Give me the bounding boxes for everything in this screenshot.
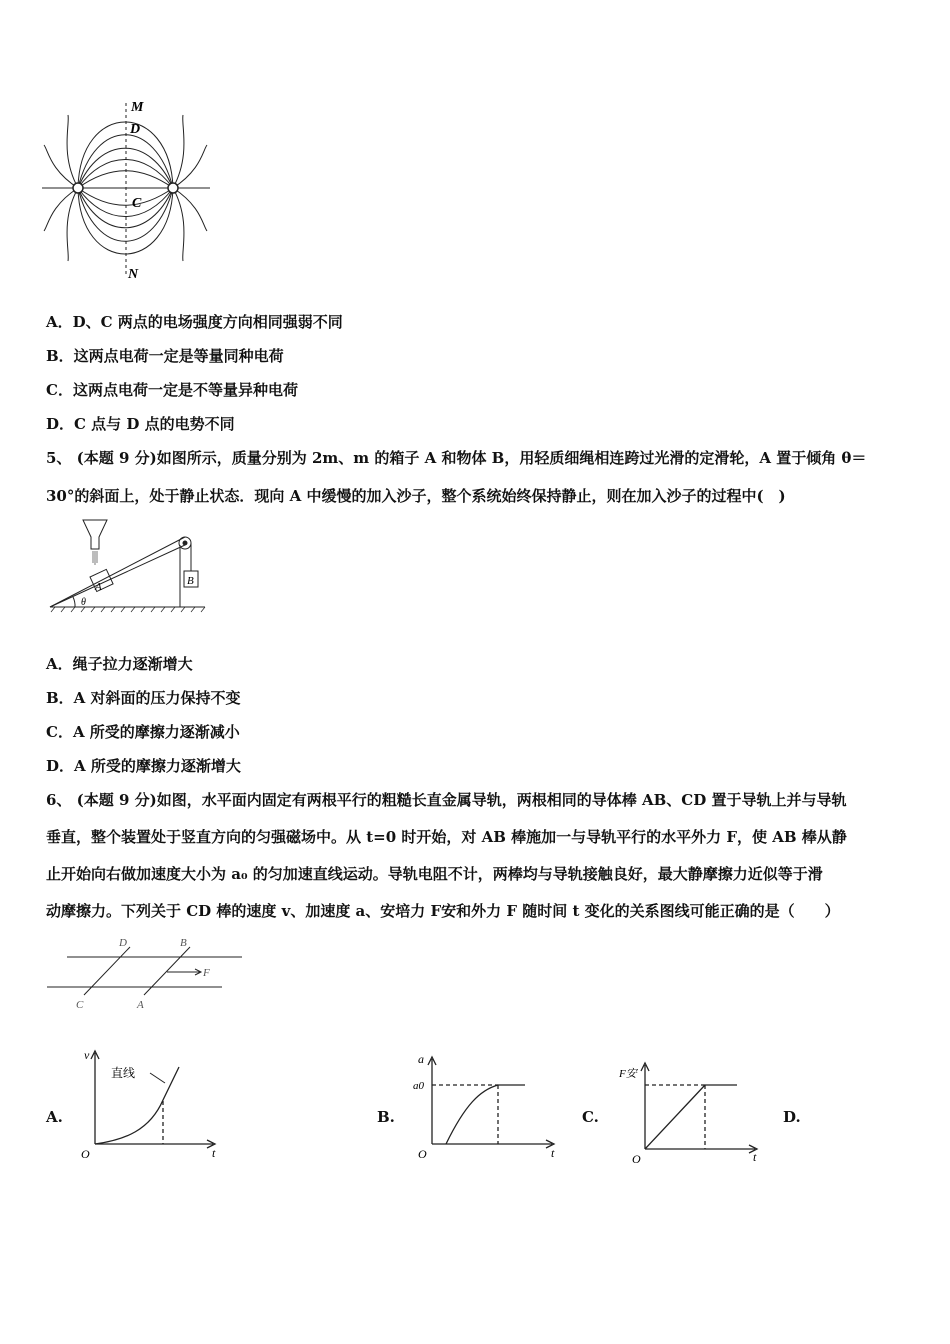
q5-option-d: D．A 所受的摩擦力逐渐增大: [46, 757, 241, 775]
label-C: C: [132, 196, 142, 211]
graph-a-note: 直线: [111, 1066, 136, 1080]
q6-stem-line2: 垂直，整个装置处于竖直方向的匀强磁场中。从 t=0 时开始，对 AB 棒施加一与导轨平行的水平外力 F，使 AB 棒从静: [46, 828, 847, 846]
graph-c: [615, 1045, 765, 1165]
label-D: D: [130, 122, 141, 137]
graph-a-xlabel: t: [212, 1146, 216, 1160]
label-M: M: [131, 100, 144, 115]
graph-a: [75, 1045, 225, 1165]
graph-b-tick: a0: [413, 1080, 424, 1092]
graph-b-origin: O: [418, 1147, 427, 1161]
rails-figure: [42, 932, 247, 1012]
graph-c-xlabel: t: [753, 1150, 757, 1164]
q6-stem-line4: 动摩擦力。下列关于 CD 棒的速度 v、加速度 a、安培力 F安和外力 F 随时间 t 变化的关系图线可能正确的是（ ）: [46, 902, 840, 920]
choice-b-label: B.: [377, 1108, 395, 1126]
q4-option-b: B．这两点电荷一定是等量同种电荷: [46, 347, 284, 365]
incline-figure: [45, 515, 210, 615]
label-N: N: [128, 267, 139, 282]
choice-d-label: D.: [783, 1108, 801, 1126]
rail-label-A: A: [137, 999, 144, 1011]
field-lines-figure: [40, 95, 220, 285]
graph-b-ylabel: a: [418, 1052, 424, 1066]
q4-option-a: A．D、C 两点的电场强度方向相同强弱不同: [46, 313, 343, 331]
q6-stem-line3: 止开始向右做加速度大小为 a₀ 的匀加速直线运动。导轨电阻不计，两棒均与导轨接触良好，最大静摩擦力近似等于滑: [46, 865, 823, 883]
q5-stem-line1: 5、 (本题 9 分)如图所示，质量分别为 2m、m 的箱子 A 和物体 B，用轻质细绳相连跨过光滑的定滑轮，A 置于倾角 θ＝: [46, 449, 867, 467]
q5-option-a: A．绳子拉力逐渐增大: [46, 655, 193, 673]
rail-label-B: B: [180, 937, 187, 949]
choice-a-label: A.: [46, 1108, 63, 1126]
q5-stem-line2: 30°的斜面上，处于静止状态．现向 A 中缓慢的加入沙子，整个系统始终保持静止，则在加入沙子的过程中( ): [46, 487, 786, 505]
label-A: A: [95, 581, 102, 593]
q5-option-c: C．A 所受的摩擦力逐渐减小: [46, 723, 240, 741]
q4-option-c: C．这两点电荷一定是不等量异种电荷: [46, 381, 298, 399]
graph-a-ylabel: v: [84, 1048, 90, 1062]
rail-label-D: D: [119, 937, 127, 949]
q4-option-d: D．C 点与 D 点的电势不同: [46, 415, 235, 433]
graph-c-origin: O: [632, 1152, 641, 1165]
graph-c-ylabel: F安: [619, 1068, 637, 1080]
label-theta: θ: [81, 597, 86, 608]
rail-label-C: C: [76, 999, 84, 1011]
q5-option-b: B．A 对斜面的压力保持不变: [46, 689, 241, 707]
graph-b: [410, 1045, 560, 1165]
rail-label-F: F: [203, 967, 210, 979]
choice-c-label: C.: [582, 1108, 599, 1126]
graph-a-origin: O: [81, 1147, 90, 1161]
q6-stem-line1: 6、 (本题 9 分)如图，水平面内固定有两根平行的粗糙长直金属导轨，两根相同的导体棒 AB、CD 置于导轨上并与导轨: [46, 791, 847, 809]
graph-b-xlabel: t: [551, 1146, 555, 1160]
label-B: B: [187, 575, 194, 587]
